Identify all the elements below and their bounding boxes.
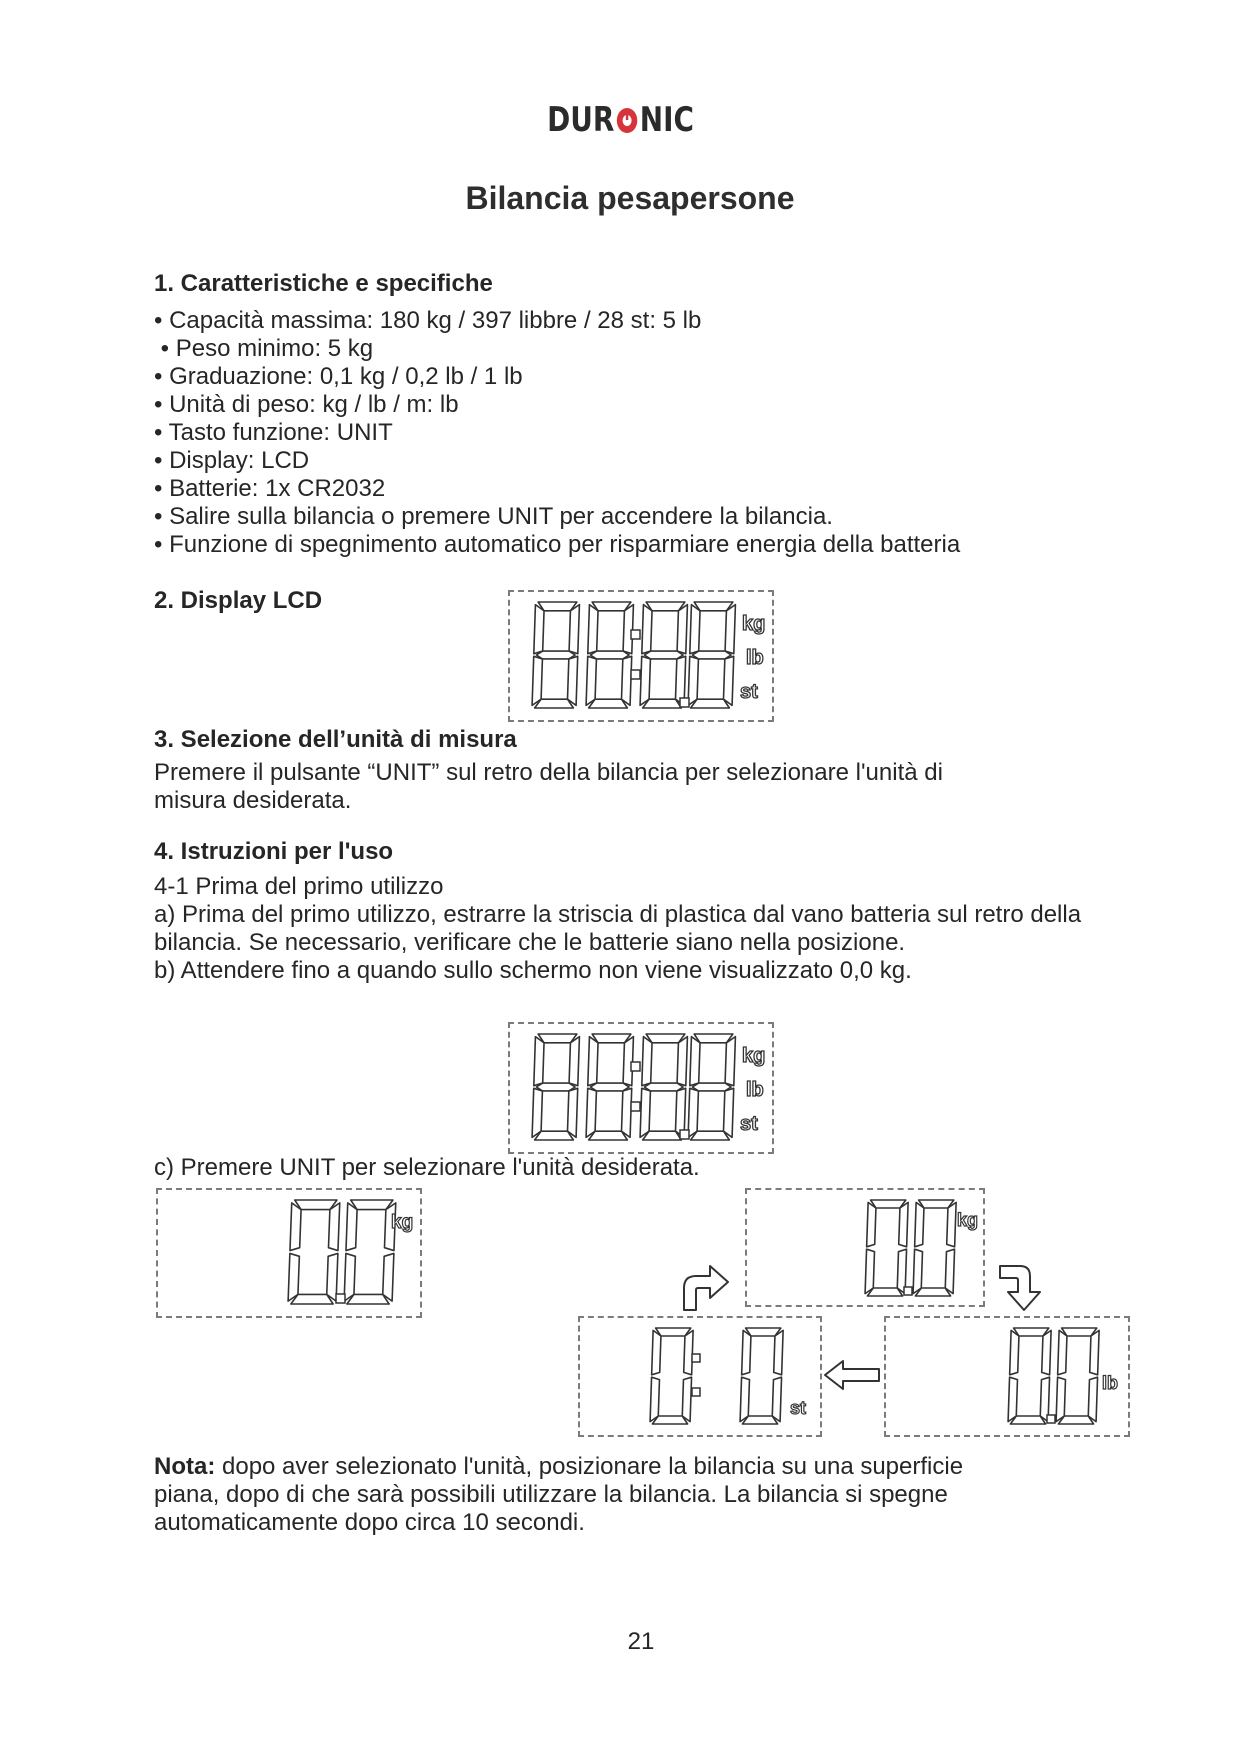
unit-kg-label: kg: [391, 1212, 414, 1233]
lcd-segment: [1056, 1377, 1065, 1421]
note-text: dopo aver selezionato l'unità, posizionare la bilancia su una superficie: [215, 1453, 964, 1480]
paragraph-line: b) Attendere fino a quando sullo schermo non viene visualizzato 0,0 kg.: [154, 957, 912, 984]
lcd-segment: [536, 1083, 575, 1091]
unit-kg-label: kg: [742, 1045, 766, 1067]
logo-text-start: DUR: [547, 100, 615, 140]
lcd-segment: [642, 605, 652, 654]
lcd-segment: [774, 1330, 783, 1374]
lcd-dot: [631, 1102, 640, 1111]
lcd-segment: [691, 699, 730, 708]
lcd-segment: [677, 605, 687, 654]
lcd-segment: [1090, 1330, 1099, 1374]
lcd-zero-kg: [156, 1188, 422, 1318]
lcd-segment: [899, 1202, 908, 1246]
lcd-dot: [631, 630, 640, 639]
paragraph-line: a) Prima del primo utilizzo, estrarre la striscia di plastica dal vano batteria sul retro della: [154, 901, 1082, 928]
subheading: 4-1 Prima del primo utilizzo: [154, 873, 444, 900]
lcd-dot: [1047, 1415, 1055, 1423]
lcd-segment: [569, 605, 579, 654]
logo-text-end: NIC: [639, 100, 694, 140]
section-3-heading: 3. Selezione dell’unità di misura: [154, 726, 517, 753]
page-title: Bilancia pesapersone: [465, 180, 795, 216]
unit-lb-label: lb: [746, 1079, 764, 1101]
unit-st-label: st: [740, 681, 758, 703]
lcd-segments: [886, 1318, 1128, 1435]
lcd-segment: [915, 1288, 950, 1296]
lcd-segment: [291, 1294, 333, 1304]
lcd-segment: [692, 1083, 731, 1091]
section-4-heading: 4. Istruzioni per l'uso: [154, 838, 394, 865]
lcd-segment: [691, 1131, 730, 1140]
lcd-flow-kg: [745, 1188, 985, 1307]
list-item: • Salire sulla bilancia o premere UNIT per accendere la bilancia.: [154, 503, 833, 530]
lcd-segment: [621, 656, 631, 705]
paragraph-line: misura desiderata.: [154, 787, 352, 814]
lcd-segment: [383, 1253, 394, 1301]
lcd-segment: [535, 699, 574, 708]
lcd-segment: [535, 1131, 574, 1140]
lcd-segment: [682, 1377, 691, 1421]
spec-list: [154, 307, 960, 559]
unit-kg-label: kg: [957, 1210, 979, 1230]
lcd-segment: [644, 651, 683, 659]
lcd-segment: [640, 1088, 650, 1137]
lcd-segment: [867, 1202, 876, 1246]
section-1-heading: 1. Caratteristiche e specifiche: [154, 270, 493, 297]
lcd-segment: [589, 699, 628, 708]
unit-st-label: st: [790, 1398, 807, 1418]
lcd-flow-lb: [884, 1316, 1130, 1437]
lcd-segment: [723, 656, 733, 705]
lcd-segment: [621, 1088, 631, 1137]
lcd-segment: [590, 1083, 629, 1091]
lcd-segments: [510, 592, 772, 720]
note-line: automaticamente dopo circa 10 secondi.: [154, 1509, 585, 1536]
lcd-segment: [586, 656, 596, 705]
lcd-segment: [536, 651, 575, 659]
lcd-segment: [1042, 1330, 1051, 1374]
lcd-segment: [532, 1088, 542, 1137]
lcd-full-display: [508, 590, 774, 722]
unit-st-label: st: [740, 1113, 758, 1135]
lcd-segment: [534, 605, 544, 654]
lcd-segment: [534, 1037, 544, 1086]
lcd-segment: [652, 1330, 661, 1374]
step-c-text: c) Premere UNIT per selezionare l'unità desiderata.: [154, 1154, 700, 1181]
lcd-segment: [643, 1131, 682, 1140]
section-2-heading: 2. Display LCD: [154, 587, 323, 614]
note-label: Nota:: [154, 1453, 216, 1480]
lcd-segment: [1058, 1330, 1067, 1374]
lcd-segment: [290, 1203, 301, 1251]
lcd-segment: [586, 1088, 596, 1137]
lcd-segment: [913, 1249, 922, 1293]
lcd-segment: [690, 605, 700, 654]
lcd-segment: [945, 1249, 954, 1293]
lcd-segment: [1008, 1377, 1017, 1421]
lcd-digits: [865, 1200, 956, 1296]
unit-kg-label: kg: [742, 613, 766, 635]
lcd-segment: [677, 1037, 687, 1086]
brand-logo: [112, 100, 1130, 140]
lcd-segment: [590, 651, 629, 659]
lcd-segment: [623, 605, 633, 654]
lcd-digits: [532, 602, 735, 708]
lcd-segment: [1088, 1377, 1097, 1421]
section-3-body: [154, 759, 943, 815]
page-number: 21: [627, 1628, 655, 1655]
lcd-segment: [1010, 1416, 1045, 1424]
lcd-segments: [510, 1024, 772, 1152]
lcd-segment: [690, 1037, 700, 1086]
note-line: [154, 1453, 963, 1481]
lcd-digits: [532, 1034, 735, 1140]
lcd-segment: [915, 1202, 924, 1246]
lcd-segment: [623, 1037, 633, 1086]
lcd-dot: [904, 1287, 912, 1295]
list-item: • Funzione di spegnimento automatico per risparmiare energia della batteria: [154, 531, 961, 558]
lcd-segment: [650, 1377, 659, 1421]
lcd-full-display: [508, 1022, 774, 1154]
unit-lb-label: lb: [746, 647, 764, 669]
lcd-dot: [680, 1130, 689, 1139]
lcd-segment: [347, 1294, 389, 1304]
lcd-segment: [725, 1037, 735, 1086]
list-item: • Peso minimo: 5 kg: [154, 335, 374, 362]
lcd-segment: [684, 1330, 693, 1374]
lcd-segment: [589, 1131, 628, 1140]
lcd-segments: [158, 1190, 420, 1316]
list-item: • Graduazione: 0,1 kg / 0,2 lb / 1 lb: [154, 363, 523, 390]
lcd-dot: [336, 1294, 345, 1303]
lcd-segment: [652, 1416, 687, 1424]
lcd-digits: [1008, 1328, 1099, 1424]
lcd-segment: [569, 1037, 579, 1086]
list-item: • Unità di peso: kg / lb / m: lb: [154, 391, 459, 418]
lcd-segment: [742, 1330, 751, 1374]
list-item: • Display: LCD: [154, 447, 310, 474]
list-item: • Batterie: 1x CR2032: [154, 475, 386, 502]
lcd-segment: [692, 651, 731, 659]
lcd-flow-st: [578, 1316, 822, 1437]
list-item: • Capacità massima: 180 kg / 397 libbre / 28 st: 5 lb: [154, 307, 702, 334]
lcd-segment: [865, 1249, 874, 1293]
lcd-digits: [288, 1200, 396, 1304]
lcd-segment: [346, 1203, 357, 1251]
lcd-segments: [580, 1318, 820, 1435]
lcd-segment: [644, 1083, 683, 1091]
lcd-segment: [742, 1416, 777, 1424]
lcd-segment: [723, 1088, 733, 1137]
lcd-dot: [680, 698, 689, 707]
lcd-segment: [725, 605, 735, 654]
lcd-segment: [640, 656, 650, 705]
lcd-segment: [532, 656, 542, 705]
lcd-segment: [328, 1203, 339, 1251]
lcd-segment: [643, 699, 682, 708]
lcd-segments: [747, 1190, 983, 1305]
arrow-down-icon: [998, 1262, 1044, 1314]
unit-lb-label: lb: [1102, 1373, 1118, 1393]
list-item: • Tasto funzione: UNIT: [154, 419, 393, 446]
lcd-dot: [631, 1062, 640, 1071]
arrow-up-right-icon: [680, 1262, 732, 1312]
power-icon: [617, 108, 638, 133]
paragraph-line: bilancia. Se necessario, verificare che le batterie siano nella posizione.: [154, 929, 906, 956]
lcd-segment: [642, 1037, 652, 1086]
lcd-segment: [947, 1202, 956, 1246]
lcd-segment: [740, 1377, 749, 1421]
lcd-dot: [692, 1388, 700, 1396]
lcd-segment: [1058, 1416, 1093, 1424]
arrow-left-icon: [823, 1358, 881, 1392]
lcd-segment: [588, 1037, 598, 1086]
lcd-segment: [1010, 1330, 1019, 1374]
note-line: piana, dopo di che sarà possibili utilizzare la bilancia. La bilancia si spegne: [154, 1481, 948, 1508]
lcd-segment: [567, 656, 577, 705]
lcd-dot: [631, 670, 640, 679]
lcd-dot: [692, 1354, 700, 1362]
note-block: [154, 1453, 963, 1537]
lcd-segment: [567, 1088, 577, 1137]
lcd-segment: [867, 1288, 902, 1296]
lcd-segment: [772, 1377, 781, 1421]
paragraph-line: Premere il pulsante “UNIT” sul retro della bilancia per selezionare l'unità di: [154, 759, 943, 786]
section-4-body: [154, 873, 1081, 985]
lcd-digits: [650, 1328, 783, 1424]
lcd-segment: [588, 605, 598, 654]
